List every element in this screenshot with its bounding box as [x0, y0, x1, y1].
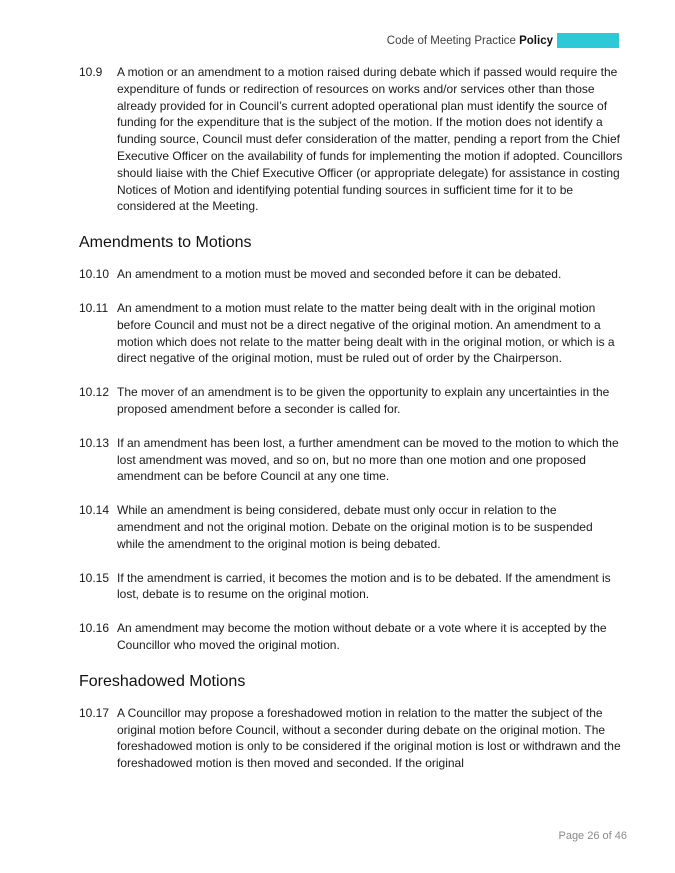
- clause-10-12: [79, 384, 623, 418]
- page-header: [387, 33, 619, 48]
- clause-10-15: [79, 570, 623, 604]
- page-number: Page 26 of 46: [558, 830, 627, 842]
- clause-number: 10.13: [79, 435, 110, 450]
- clause-10-13: [79, 435, 623, 485]
- clause-number: 10.12: [79, 385, 110, 400]
- clause-text: If the amendment is carried, it becomes the motion and is to be debated. If the amendment is lost, debate is to resume on the original motion.: [117, 570, 611, 602]
- clause-number: 10.17: [79, 705, 110, 720]
- clause-10-9: [79, 64, 623, 215]
- document-body: [79, 64, 623, 772]
- clause-number: 10.16: [79, 621, 110, 636]
- clause-10-10: [79, 266, 623, 283]
- section-heading-foreshadowed: Foreshadowed Motions: [79, 672, 246, 690]
- clause-text: A Councillor may propose a foreshadowed motion in relation to the matter the subject of the original motion before Council, without a seconder during debate on the original motion. The foreshadowed motion is only to be considered if the original motion is lost or withdrawn and the foreshadowed motion is then moved and seconded. If the original: [117, 705, 621, 771]
- clause-text: An amendment to a motion must relate to the matter being dealt with in the original motion before Council and must not be a direct negative of the original motion. An amendment to a motion which does not relate to the matter being dealt with in the original motion, or which is a direct negative of the original motion, must be ruled out of order by the Chairperson.: [117, 300, 615, 366]
- clause-number: 10.10: [79, 267, 110, 282]
- clause-10-17: [79, 705, 623, 772]
- clause-number: 10.14: [79, 503, 110, 518]
- header-title-bold: Policy: [519, 34, 553, 47]
- clause-text: While an amendment is being considered, debate must only occur in relation to the amendment and not the original motion. Debate on the original motion is to be suspended while the amendment to the original motion is being debated.: [117, 503, 593, 551]
- clause-number: 10.11: [79, 300, 109, 315]
- header-accent-bar: [557, 33, 619, 48]
- clause-text: An amendment to a motion must be moved and seconded before it can be debated.: [117, 267, 562, 282]
- clause-10-14: [79, 502, 623, 552]
- clause-10-11: [79, 300, 623, 367]
- clause-text: The mover of an amendment is to be given the opportunity to explain any uncertainties in the proposed amendment before a seconder is called for.: [117, 385, 610, 416]
- clause-10-16: [79, 620, 623, 654]
- clause-text: If an amendment has been lost, a further amendment can be moved to the motion to which the lost amendment was moved, and so on, but no more than one motion and one proposed amendment can be before Council at any one time.: [117, 435, 619, 484]
- clause-number: 10.9: [79, 65, 103, 79]
- header-title: Code of Meeting Practice Policy: [386, 34, 553, 47]
- clause-text: A motion or an amendment to a motion raised during debate which if passed would require the expenditure of funds or redirection of resources on works and/or services other than those already provided for in Council’s current adopted operational plan must identify the source of funding for the expenditure that is the subject of the motion. If the motion does not identify a funding source, Council must defer consideration of the matter, pending a report from the Chief Executive Officer on the availability of funds for implementing the motion if adopted. Councillors should liaise with the Chief Executive Officer (or appropriate delegate) for assistance in costing Notices of Motion and identifying potential funding sources in sufficient time for it to be considered at the Meeting.: [117, 65, 623, 214]
- clause-number: 10.15: [79, 570, 110, 585]
- clause-text: An amendment may become the motion without debate or a vote where it is accepted by the Councillor who moved the original motion.: [117, 621, 607, 652]
- section-heading-amendments: Amendments to Motions: [79, 234, 252, 252]
